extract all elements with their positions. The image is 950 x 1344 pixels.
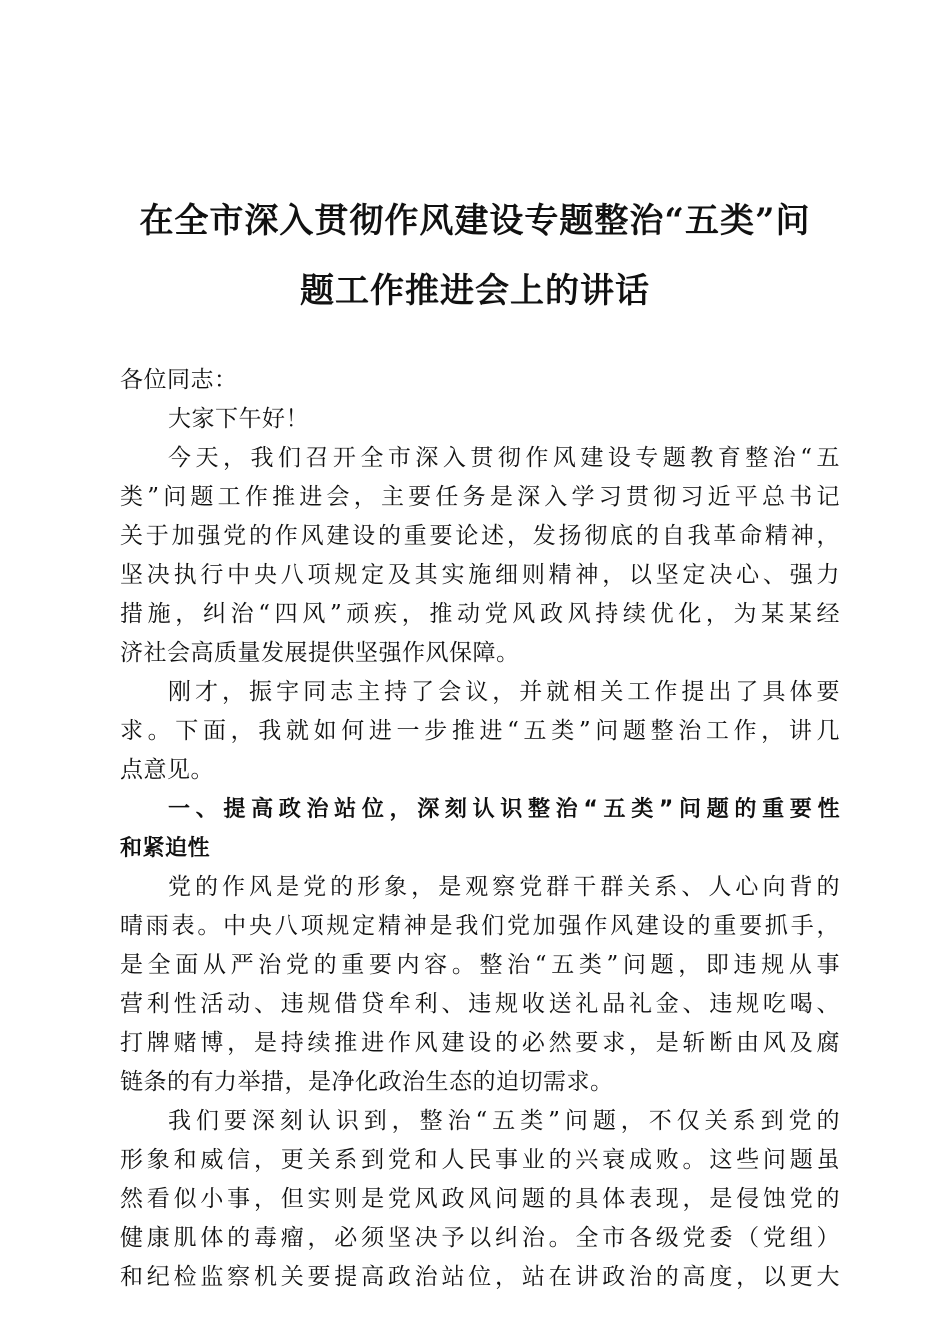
text-line: 晴雨表。中央八项规定精神是我们党加强作风建设的重要抓手， — [120, 913, 840, 939]
text-line: 措施，纠治“四风”顽疾，推动党风政风持续优化，为某某经 — [120, 601, 840, 627]
text-line: 形象和威信，更关系到党和人民事业的兴衰成败。这些问题虽 — [120, 1147, 840, 1173]
text-line: 今天，我们召开全市深入贯彻作风建设专题教育整治“五 — [168, 445, 840, 471]
document-title — [100, 186, 850, 326]
text-line: 然看似小事，但实则是党风政风问题的具体表现，是侵蚀党的 — [120, 1186, 840, 1212]
text-line: 求。下面，我就如何进一步推进“五类”问题整治工作，讲几 — [120, 718, 840, 744]
paragraph-section1-b — [120, 1102, 840, 1297]
document-body — [120, 361, 840, 1297]
heading-line: 和紧迫性 — [120, 836, 211, 861]
paragraph-opening — [120, 439, 840, 673]
text-line: 济社会高质量发展提供坚强作风保障。 — [120, 640, 520, 666]
text-line: 健康肌体的毒瘤，必须坚决予以纠治。全市各级党委（党组） — [120, 1225, 840, 1251]
title-line: 在全市深入贯彻作风建设专题整治“五类”问 — [139, 201, 811, 241]
salutation: 各位同志： — [120, 367, 238, 393]
text-line: 营利性活动、违规借贷牟利、违规收送礼品礼金、违规吃喝、 — [120, 991, 840, 1017]
text-line: 关于加强党的作风建设的重要论述，发扬彻底的自我革命精神， — [120, 523, 840, 549]
text-line: 刚才，振宇同志主持了会议，并就相关工作提出了具体要 — [168, 679, 840, 705]
text-line: 点意见。 — [120, 757, 214, 783]
text-line: 党的作风是党的形象，是观察党群干群关系、人心向背的 — [168, 874, 840, 900]
text-line: 类”问题工作推进会，主要任务是深入学习贯彻习近平总书记 — [120, 484, 840, 510]
section-heading-1 — [120, 790, 840, 868]
text-line: 坚决执行中央八项规定及其实施细则精神，以坚定决心、强力 — [120, 562, 840, 588]
text-line: 和纪检监察机关要提高政治站位，站在讲政治的高度，以更大 — [120, 1264, 840, 1290]
text-line: 打牌赌博，是持续推进作风建设的必然要求，是斩断由风及腐 — [120, 1030, 840, 1056]
greeting: 大家下午好！ — [168, 406, 309, 432]
title-line: 题工作推进会上的讲话 — [300, 271, 650, 311]
paragraph-section1-a — [120, 868, 840, 1102]
text-line: 是全面从严治党的重要内容。整治“五类”问题，即违规从事 — [120, 952, 840, 978]
heading-line: 一、提高政治站位，深刻认识整治“五类”问题的重要性 — [168, 797, 840, 822]
paragraph-intro — [120, 673, 840, 790]
text-line: 我们要深刻认识到，整治“五类”问题，不仅关系到党的 — [168, 1108, 840, 1134]
text-line: 链条的有力举措，是净化政治生态的迫切需求。 — [120, 1069, 614, 1095]
